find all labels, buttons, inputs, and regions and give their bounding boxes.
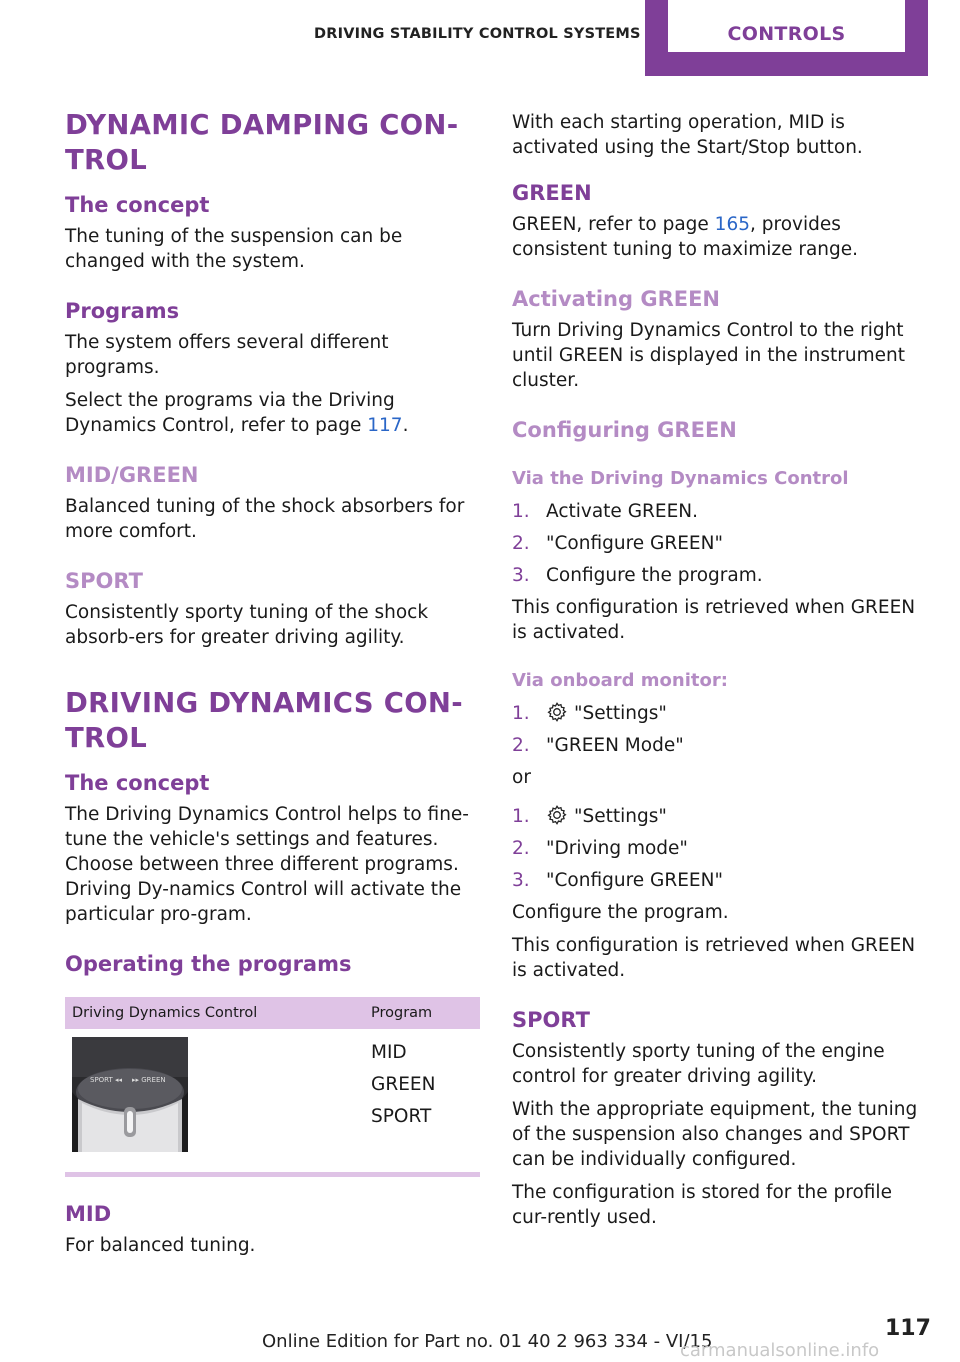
right-column bbox=[512, 110, 930, 1230]
green-text bbox=[512, 212, 930, 262]
programs-text-2 bbox=[65, 388, 480, 438]
list-via-monitor-b bbox=[512, 804, 930, 893]
list-item-text: "Driving mode" bbox=[546, 838, 688, 859]
list-item bbox=[512, 804, 930, 829]
left-column bbox=[65, 108, 480, 1258]
list-item-number: 2. bbox=[512, 838, 530, 859]
list-item-text: "Settings" bbox=[574, 703, 667, 724]
programs-text-2-pre: Select the programs via the Driving Dynamics Control, refer to page bbox=[65, 390, 395, 436]
list-item-number: 1. bbox=[512, 806, 530, 827]
or-text: or bbox=[512, 767, 531, 788]
heading-operating: Operating the programs bbox=[65, 952, 352, 976]
heading-mid-green: MID/GREEN bbox=[65, 463, 199, 487]
heading-via-monitor: Via onboard monitor: bbox=[512, 670, 728, 691]
header-section-title: DRIVING STABILITY CONTROL SYSTEMS bbox=[314, 26, 641, 42]
list-item bbox=[512, 563, 930, 588]
green-text-post: , provides consistent tuning to maximize range. bbox=[512, 214, 859, 260]
heading-mid: MID bbox=[65, 1202, 112, 1226]
list-item-text: "GREEN Mode" bbox=[546, 735, 684, 756]
list-item-number: 1. bbox=[512, 703, 530, 724]
program-item-mid: MID bbox=[371, 1042, 407, 1063]
heading-sport-engine: SPORT bbox=[512, 1008, 590, 1032]
page-link-165[interactable]: 165 bbox=[714, 214, 750, 235]
heading-concept: The concept bbox=[65, 193, 210, 217]
list-item-text: "Configure GREEN" bbox=[546, 533, 723, 554]
sport-text-2: With the appropriate equipment, the tuning of the suspension also changes and SPORT can be individually configured. bbox=[512, 1099, 918, 1170]
gear-icon bbox=[546, 804, 568, 826]
list-item-number: 3. bbox=[512, 870, 530, 891]
program-item-sport: SPORT bbox=[371, 1106, 432, 1127]
list-item-number: 3. bbox=[512, 565, 530, 586]
table-cell-image bbox=[65, 1029, 364, 1170]
page-number: 117 bbox=[885, 1316, 931, 1341]
page-link-117[interactable]: 117 bbox=[367, 415, 403, 436]
list-item bbox=[512, 733, 930, 758]
configure-program-text: Configure the program. bbox=[512, 902, 729, 923]
concept-text: The tuning of the suspension can be changed with the system. bbox=[65, 226, 403, 272]
driving-dynamics-dial-image bbox=[72, 1037, 188, 1152]
retrieved-text-2: This configuration is retrieved when GREEN is activated. bbox=[512, 935, 916, 981]
sport-damping-text: Consistently sporty tuning of the shock absorb-ers for greater driving agility. bbox=[65, 602, 429, 648]
heading-programs: Programs bbox=[65, 299, 180, 323]
gear-icon bbox=[546, 701, 568, 723]
heading-sport-damping: SPORT bbox=[65, 569, 143, 593]
heading-green: GREEN bbox=[512, 181, 592, 205]
heading-via-ddc: Via the Driving Dynamics Control bbox=[512, 468, 849, 489]
table-header-program: Program bbox=[364, 997, 480, 1029]
concept2-text: The Driving Dynamics Control helps to fine-tune the vehicle's settings and features. Choose between three different programs. Driving Dy-namics Control will activate the particular pro-gram. bbox=[65, 804, 469, 925]
heading-activating-green: Activating GREEN bbox=[512, 287, 721, 311]
program-item-green: GREEN bbox=[371, 1074, 436, 1095]
midgreen-text: Balanced tuning of the shock absorbers for more comfort. bbox=[65, 496, 465, 542]
header-tab[interactable] bbox=[645, 0, 928, 76]
list-item-number: 2. bbox=[512, 533, 530, 554]
list-item-text: "Configure GREEN" bbox=[546, 870, 723, 891]
watermark: carmanualsonline.info bbox=[680, 1340, 880, 1361]
mid-text: For balanced tuning. bbox=[65, 1235, 256, 1256]
list-item bbox=[512, 499, 930, 524]
programs-table bbox=[65, 997, 480, 1170]
table-cell-programs bbox=[364, 1029, 480, 1170]
sport-text-1: Consistently sporty tuning of the engine control for greater driving agility. bbox=[512, 1041, 885, 1087]
list-item-text: Configure the program. bbox=[546, 565, 763, 586]
list-item-text: Activate GREEN. bbox=[546, 501, 698, 522]
intro-text: With each starting operation, MID is activated using the Start/Stop button. bbox=[512, 112, 863, 158]
programs-text-2-post: . bbox=[402, 415, 409, 436]
list-item bbox=[512, 868, 930, 893]
header-tab-label: CONTROLS bbox=[727, 23, 846, 45]
programs-text-1: The system offers several different programs. bbox=[65, 332, 389, 378]
header-tab-inner bbox=[668, 0, 905, 52]
list-item-number: 1. bbox=[512, 501, 530, 522]
sport-text-3: The configuration is stored for the profile cur-rently used. bbox=[512, 1182, 892, 1228]
heading-dynamic-damping: DYNAMIC DAMPING CON- TROL bbox=[65, 109, 459, 176]
footer-edition: Online Edition for Part no. 01 40 2 963 334 - VI/15 bbox=[262, 1331, 713, 1352]
list-item bbox=[512, 701, 930, 726]
green-text-pre: GREEN, refer to page bbox=[512, 214, 715, 235]
list-item bbox=[512, 836, 930, 861]
heading-configuring-green: Configuring GREEN bbox=[512, 418, 737, 442]
list-via-ddc bbox=[512, 499, 930, 588]
table-row bbox=[65, 1029, 480, 1170]
table-header-ddc: Driving Dynamics Control bbox=[65, 997, 364, 1029]
retrieved-text-1: This configuration is retrieved when GREEN is activated. bbox=[512, 597, 916, 643]
dial-label-green: ▸▸ GREEN bbox=[132, 1076, 166, 1084]
dial-label-sport: SPORT ◂◂ bbox=[90, 1076, 123, 1084]
list-item-text: "Settings" bbox=[574, 806, 667, 827]
list-via-monitor-a bbox=[512, 701, 930, 758]
heading-driving-dynamics: DRIVING DYNAMICS CON- TROL bbox=[65, 687, 463, 754]
heading-concept-2: The concept bbox=[65, 771, 210, 795]
list-item bbox=[512, 531, 930, 556]
list-item-number: 2. bbox=[512, 735, 530, 756]
activating-text: Turn Driving Dynamics Control to the right until GREEN is displayed in the instrument cluster. bbox=[512, 320, 905, 391]
table-header-row bbox=[65, 997, 480, 1029]
